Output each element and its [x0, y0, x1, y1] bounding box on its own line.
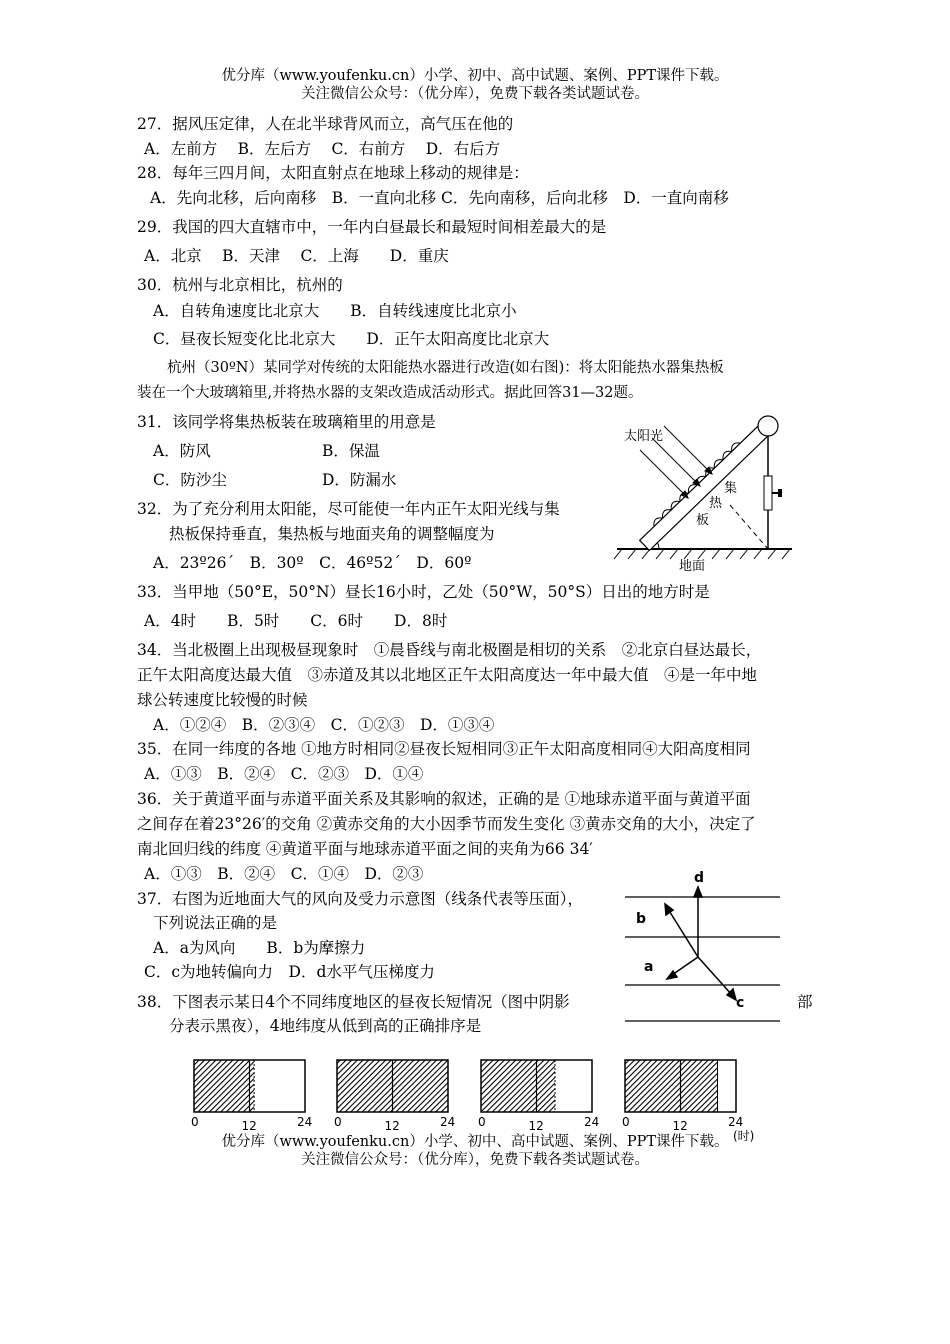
plate-label-1: 集 — [724, 481, 738, 496]
tick-label: 12 — [241, 1119, 257, 1133]
q37-stem-1: 37．右图为近地面大气的风向及受力示意图（线条代表等压面）， — [137, 890, 583, 908]
night-segment — [625, 1060, 718, 1112]
ground-label: 地面 — [679, 559, 706, 574]
q36-line-3: 南北回归线的纬度 ④黄道平面与地球赤道平面之间的夹角为66 34′ — [137, 840, 593, 858]
tick-label: 12 — [672, 1119, 688, 1133]
q34-line-2: 正午太阳高度达最大值 ③赤道及其以北地区正午太阳高度达一年中最大值 ④是一年中地 — [137, 666, 758, 684]
tick-label: 24 — [584, 1115, 600, 1129]
tick-label: 0 — [622, 1115, 630, 1129]
q31-option-d: D．防漏水 — [322, 471, 397, 489]
q34-line-3: 球公转速度比较慢的时候 — [137, 691, 308, 709]
q38-bu: 部 — [797, 993, 813, 1011]
label-d: d — [694, 870, 705, 886]
pulley — [758, 416, 778, 436]
night-segment — [481, 1060, 555, 1112]
q31-stem: 31．该同学将集热板装在玻璃箱里的用意是 — [137, 413, 436, 431]
q31-option-a: A．防风 — [153, 442, 211, 460]
q36-options: A．①③ B．②④ C．①④ D．②③ — [144, 865, 424, 883]
q38-stem-2: 分表示黑夜），4地纬度从低到高的正确排序是 — [169, 1017, 482, 1035]
q32-options: A．23º26΄ B．30º C．46º52΄ D．60º — [153, 554, 472, 572]
q29-options: A．北京 B．天津 C．上海 D．重庆 — [144, 247, 449, 265]
q34-options: A．①②④ B．②③④ C．①②③ D．①③④ — [153, 716, 495, 734]
footer-line-2: 关注微信公众号：（优分库），免费下载各类试题试卷。 — [301, 1152, 649, 1168]
label-b: b — [636, 911, 647, 927]
q37-option-ab: A．a为风向 B．b为摩擦力 — [153, 939, 366, 957]
q31-option-b: B．保温 — [322, 442, 380, 460]
ground-hatch — [614, 549, 790, 559]
q37-stem-2: 下列说法正确的是 — [153, 914, 278, 932]
q29-stem: 29．我国的四大直辖市中，一年内白昼最长和最短时间相差最大的是 — [137, 218, 607, 236]
force-arrows — [665, 887, 736, 1000]
label-c: c — [736, 995, 745, 1011]
q35-stem: 35．在同一纬度的各地 ①地方时相同②昼夜长短相同③正午太阳高度相同④大阳高度相同 — [137, 740, 751, 758]
tick-label: 0 — [334, 1115, 342, 1129]
q33-stem: 33．当甲地（50°E，50°N）昼长16小时，乙处（50°W，50°S）日出的地方时是 — [137, 583, 710, 601]
tick-label: 0 — [478, 1115, 486, 1129]
chart-unit: (时) — [733, 1129, 755, 1143]
night-segment — [194, 1060, 254, 1112]
q28-stem: 28．每年三四月间，太阳直射点在地球上移动的规律是： — [137, 164, 529, 182]
q27-options: A．左前方 B．左后方 C．右前方 D．右后方 — [144, 140, 501, 158]
q33-options: A．4时 B．5时 C．6时 D．8时 — [144, 612, 448, 630]
label-a: a — [644, 959, 654, 975]
day-night-bar-4 — [622, 1060, 743, 1133]
tick-label: 0 — [191, 1115, 199, 1129]
plate-label-3: 板 — [696, 513, 710, 528]
q31-option-c: C．防沙尘 — [153, 471, 227, 489]
day-night-bar-3 — [478, 1060, 599, 1133]
tick-label: 24 — [297, 1115, 313, 1129]
solar-heater-figure — [612, 410, 812, 575]
header-line-2: 关注微信公众号：（优分库），免费下载各类试题试卷。 — [301, 86, 649, 102]
q34-line-1: 34．当北极圈上出现极昼现象时 ①晨昏线与南北极圈是相切的关系 ②北京白昼达最长， — [137, 641, 762, 659]
day-night-bar-1 — [191, 1060, 312, 1133]
tick-label: 24 — [440, 1115, 456, 1129]
day-night-bar-2 — [334, 1060, 455, 1133]
q32-stem-1: 32．为了充分利用太阳能，尽可能使一年内正午太阳光线与集 — [137, 500, 560, 518]
q36-line-1: 36．关于黄道平面与赤道平面关系及其影响的叙述，正确的是 ①地球赤道平面与黄道平面 — [137, 790, 751, 808]
wind-force-figure — [620, 865, 820, 1030]
footer-line-1: 优分库（www.youfenku.cn）小学、初中、高中试题、案例、PPT课件下载。 — [221, 1134, 729, 1150]
q38-stem-1: 38．下图表示某日4个不同纬度地区的昼夜长短情况（图中阴影 — [137, 993, 570, 1011]
q30-options-1: A．自转角速度比北京大 B．自转线速度比北京小 — [153, 302, 517, 320]
q30-stem: 30．杭州与北京相比，杭州的 — [137, 276, 343, 294]
q28-options: A．先向北移，后向南移 B．一直向北移 C．先向南移，后向北移 D．一直向南移 — [150, 189, 729, 207]
material-line-2: 装在一个大玻璃箱里,并将热水器的支架改造成活动形式。据此回答31—32题。 — [137, 385, 643, 401]
q30-options-2: C．昼夜长短变化比北京大 D．正午太阳高度比北京大 — [153, 330, 550, 348]
q32-stem-2: 热板保持垂直，集热板与地面夹角的调整幅度为 — [169, 525, 495, 543]
tick-label: 24 — [728, 1115, 744, 1129]
adjuster-clamp — [764, 476, 772, 510]
sun-label: 太阳光 — [624, 429, 664, 444]
tick-label: 12 — [384, 1119, 400, 1133]
tick-label: 12 — [528, 1119, 544, 1133]
q27-stem: 27．据风压定律，人在北半球背风而立，高气压在他的 — [137, 115, 514, 133]
dashed-brace — [730, 505, 768, 549]
q37-option-cd: C．c为地转偏向力 D．d水平气压梯度力 — [144, 963, 435, 981]
q35-options: A．①③ B．②④ C．②③ D．①④ — [144, 765, 424, 783]
plate-label-2: 热 — [709, 496, 723, 511]
q36-line-2: 之间存在着23°26′的交角 ②黄赤交角的大小因季节而发生变化 ③黄赤交角的大小，决定了 — [137, 815, 756, 833]
material-line-1: 杭州（30ºN）某同学对传统的太阳能热水器进行改造(如右图)：将太阳能热水器集热板 — [167, 360, 724, 376]
header-line-1: 优分库（www.youfenku.cn）小学、初中、高中试题、案例、PPT课件下载。 — [221, 68, 729, 84]
